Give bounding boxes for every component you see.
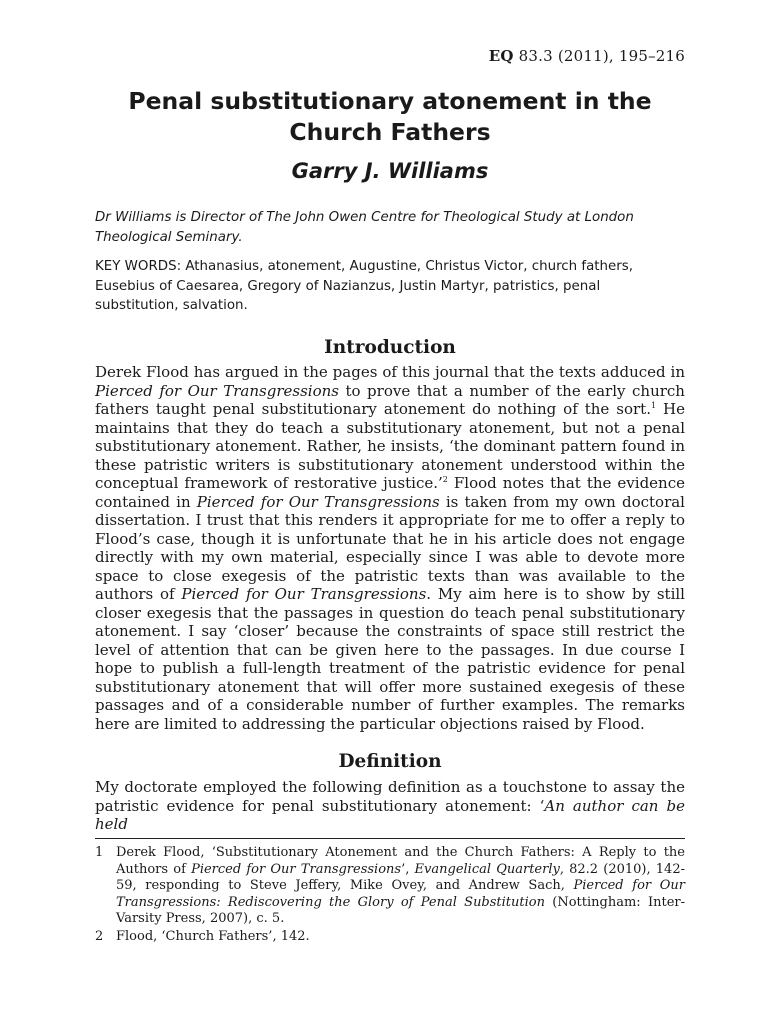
journal-citation: 83.3 (2011), 195–216 xyxy=(518,47,685,65)
footnote-text: ’, xyxy=(401,861,410,877)
definition-text-1: My doctorate employed the following definition as a touchstone to assay the patristic evidence for penal substitutionary atonement: ‘ xyxy=(95,778,685,815)
intro-text-3: He maintains that they do teach a substitutionary atonement, but not a penal substitutionary atonement. Rather, he insists, ‘the dominant pattern found in these patristic writers is substitutionary atonement understood within the conceptual framework of restorative justice.’ xyxy=(95,400,685,492)
keywords-text: Athanasius, atonement, Augustine, Christus Victor, church fathers, Eusebius of Caesarea, Gregory of Nazianzus, Justin Martyr, patristics, penal substitution, salvation. xyxy=(95,259,634,313)
footnote-number: 2 xyxy=(95,928,104,944)
intro-book-title-2: Pierced for Our Transgressions xyxy=(196,492,440,511)
author-name: Garry J. Williams xyxy=(291,159,489,183)
footnote-italic: Pierced for Our Transgressions xyxy=(191,861,402,877)
footnote-divider xyxy=(95,838,685,839)
intro-text-4: Flood notes that the evidence contained in xyxy=(95,474,685,511)
article-title xyxy=(95,86,685,148)
author-bio: Dr Williams is Director of The John Owen Centre for Theological Study at London Theological Seminary. xyxy=(95,210,634,245)
intro-text-5: is taken from my own doctoral dissertation. I trust that this renders it appropriate for me to offer a reply to Flood’s case, though it is unfortunate that he in his article does not engage directly with my own material, especially since I was able to devote more space to close exegesis of the patristic texts than was available to the authors of xyxy=(95,492,685,603)
footnote-2 xyxy=(95,929,685,946)
journal-page xyxy=(95,0,685,1024)
intro-text-1: Derek Flood has argued in the pages of this journal that the texts adduced in xyxy=(95,363,685,381)
intro-book-title-1: Pierced for Our Transgressions xyxy=(95,381,339,400)
footnote-text: , 82.2 (2010), 142-59, responding to Steve Jeffery, Mike Ovey, and Andrew Sach, xyxy=(116,861,685,894)
footnote-italic: Pierced for Our Transgressions: Rediscovering the Glory of Penal Substitution xyxy=(116,878,685,910)
article-title-line-1: Penal substitutionary atonement in the xyxy=(128,87,652,115)
intro-book-title-3: Pierced for Our Transgressions xyxy=(181,585,427,603)
running-head xyxy=(489,47,685,65)
footnote-italic: Evangelical Quarterly xyxy=(414,861,560,877)
introduction-paragraph xyxy=(95,363,685,733)
footnote-number: 1 xyxy=(95,845,104,860)
footnote-1 xyxy=(95,845,685,928)
footnote-ref-1[interactable]: 1 xyxy=(650,401,657,410)
definition-italic-text: An author can be held xyxy=(95,796,685,833)
footnotes xyxy=(95,845,685,946)
article-title-line-2: Church Fathers xyxy=(289,118,491,146)
section-heading-definition: Definition xyxy=(338,751,442,772)
intro-text-2: to prove that a number of the early church fathers taught penal substitutionary atonement do nothing of the sort. xyxy=(95,381,685,418)
keywords xyxy=(95,257,685,316)
definition-paragraph xyxy=(95,778,685,834)
intro-text-6: . My aim here is to show by still closer exegesis that the passages in question do teach penal substitutionary atonement. I say ‘closer’ because the constraints of space still restrict the level of attention that can be given here to the passages. In due course I hope to publish a full-length treatment of the patristic evidence for penal substitutionary atonement that will offer more sustained exegesis of these passages and of a considerable number of further examples. The remarks here are limited to addressing the particular objections raised by Flood. xyxy=(95,585,685,733)
section-heading-introduction: Introduction xyxy=(324,337,456,358)
footnote-ref-2[interactable]: 2 xyxy=(442,475,448,484)
footnote-text: (Nottingham: Inter-Varsity Press, 2007), c. 5. xyxy=(116,894,685,927)
footnote-text: Flood, ‘Church Fathers’, 142. xyxy=(116,928,310,944)
footnote-text: Derek Flood, ‘Substitutionary Atonement and the Church Fathers: A Reply to the Authors of xyxy=(116,845,685,877)
journal-abbrev: EQ xyxy=(488,47,514,65)
keywords-label: KEY WORDS: xyxy=(95,259,182,274)
